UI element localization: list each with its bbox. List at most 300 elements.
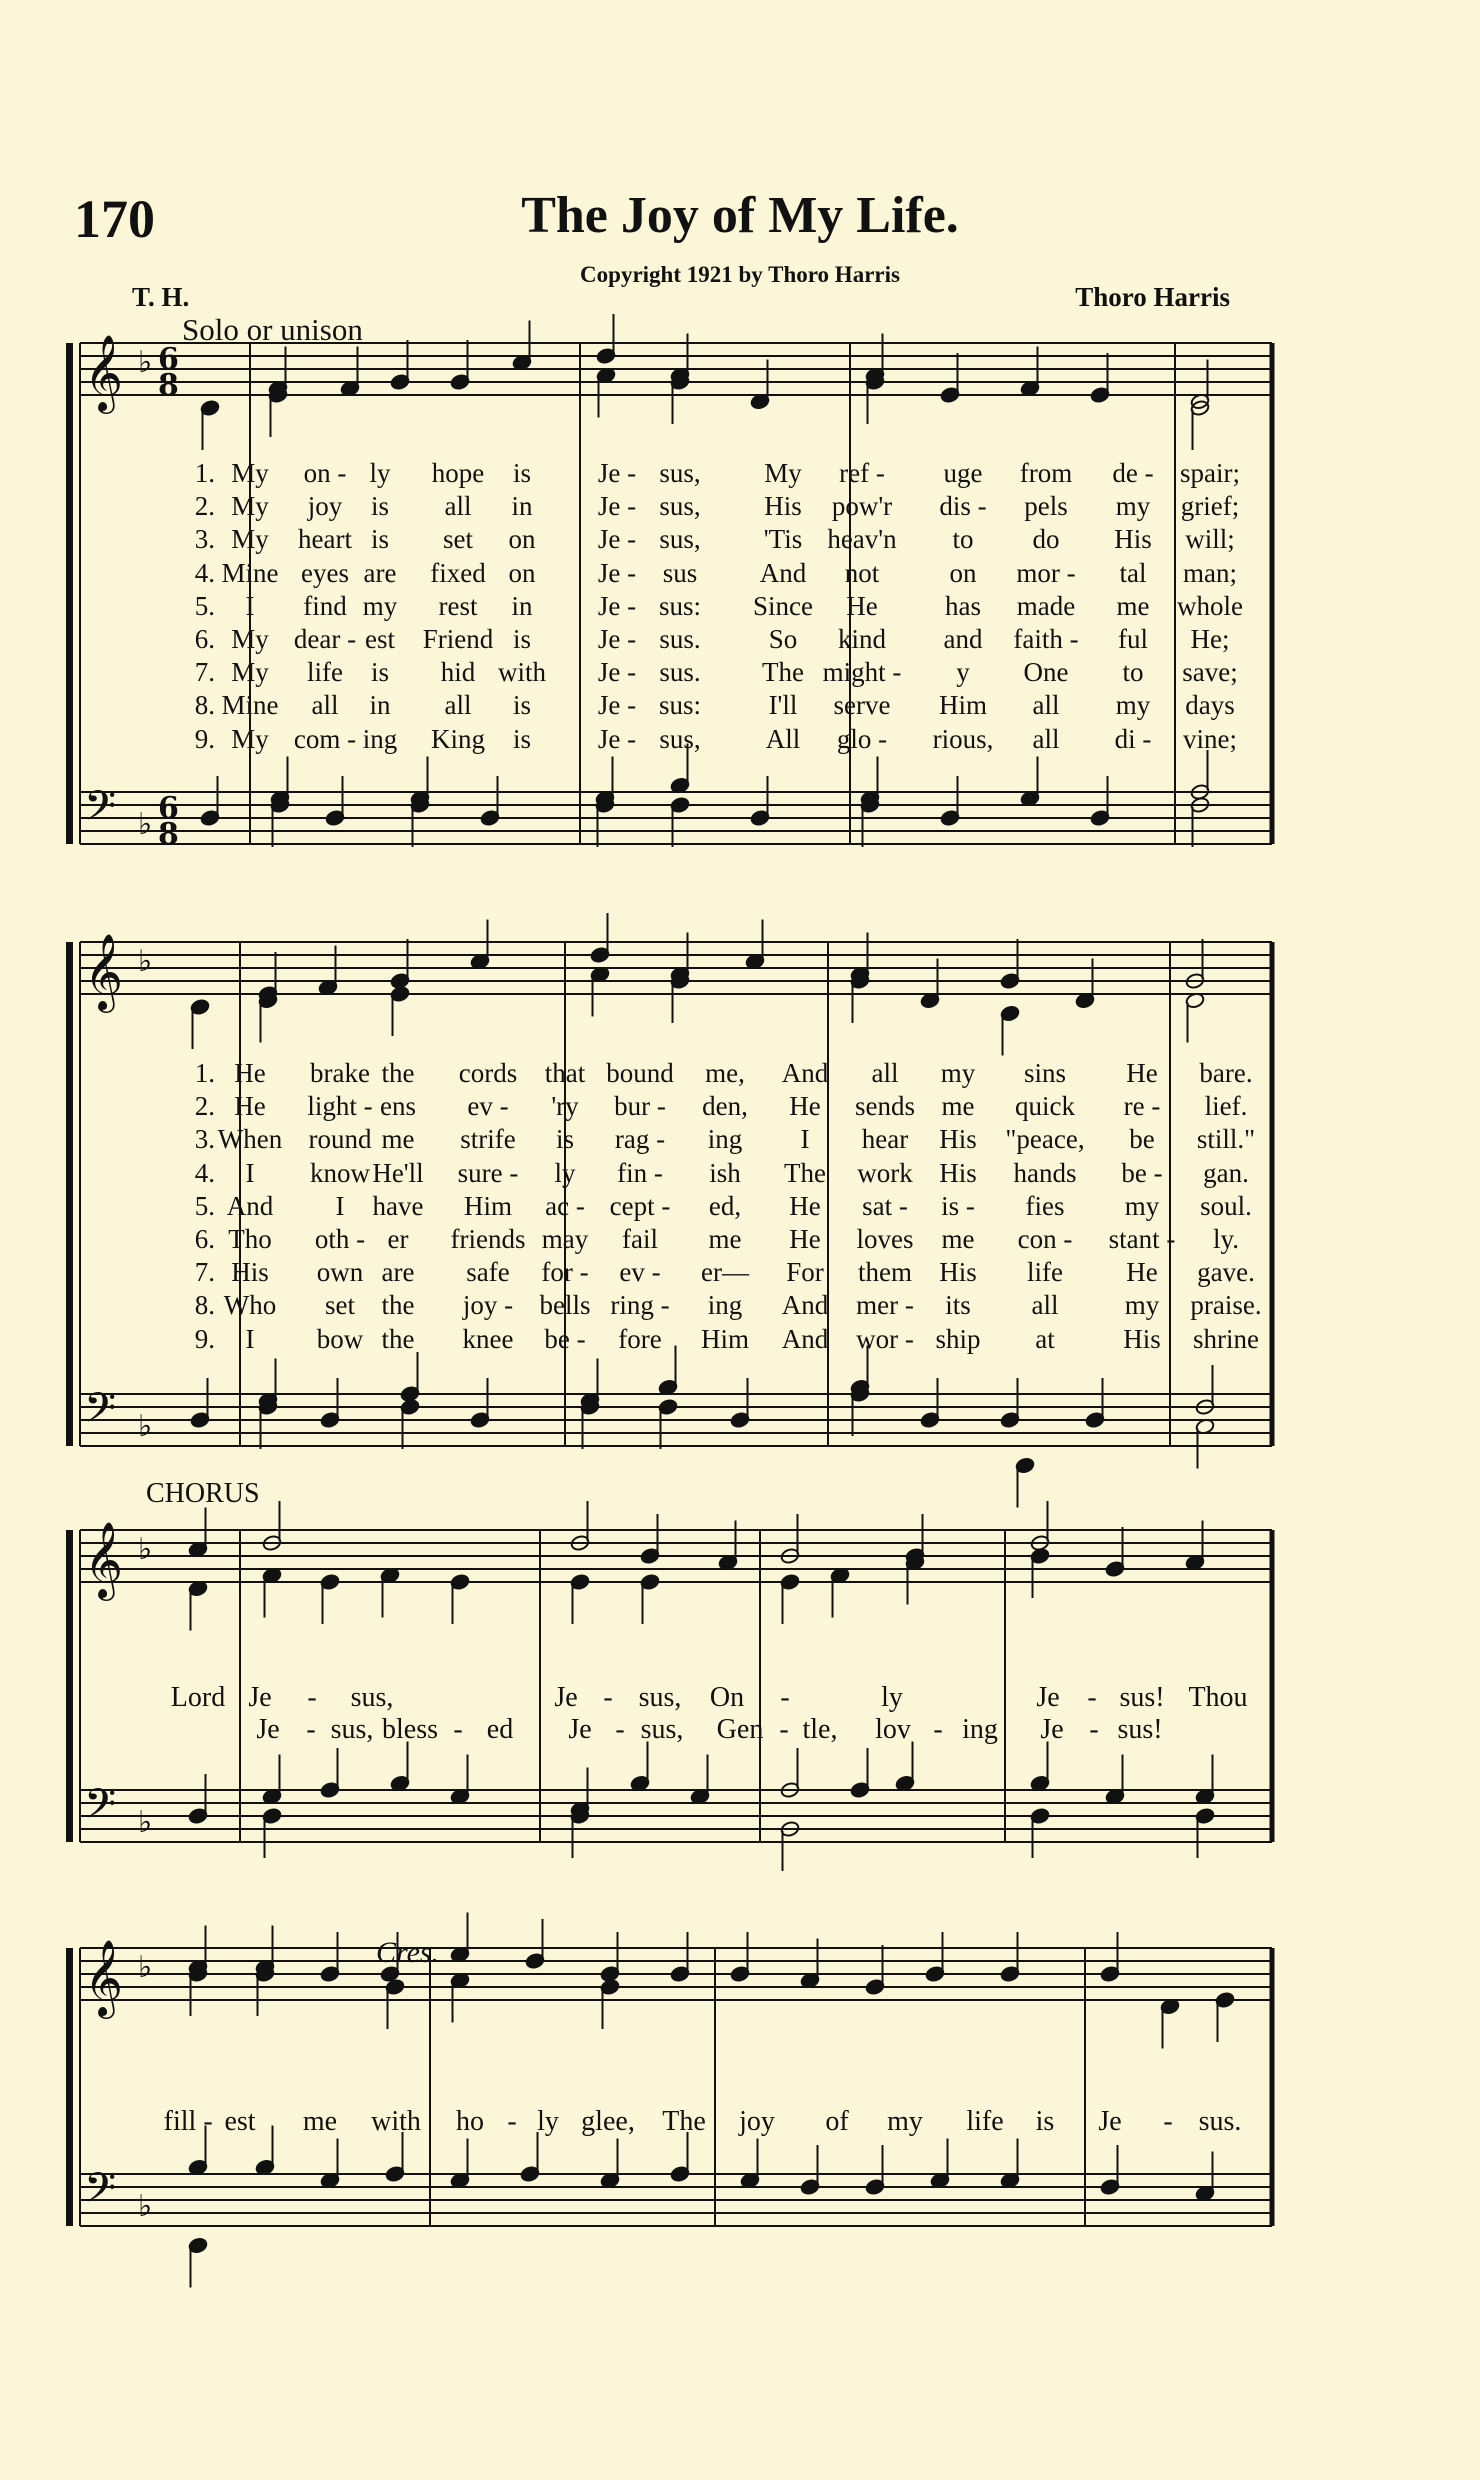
lyric-syllable: Him — [700, 1323, 750, 1354]
lyric-syllable: ev - — [467, 1091, 509, 1122]
verse-line-6 — [0, 1224, 1480, 1258]
lyric-syllable: joy — [307, 491, 343, 522]
lyric-syllable: its — [945, 1290, 971, 1321]
lyric-syllable: And — [226, 1190, 274, 1221]
lyric-syllable: ed, — [708, 1190, 742, 1221]
lyric-syllable: from — [1019, 458, 1073, 488]
lyric-syllable: in — [369, 690, 391, 721]
lyric-syllable: ing — [707, 1290, 743, 1321]
lyric-syllable: sus — [662, 557, 698, 588]
lyric-syllable: be - — [544, 1323, 586, 1354]
lyric-syllable: He — [789, 1224, 821, 1254]
lyric-syllable: dis - — [939, 491, 987, 522]
lyric-syllable: sus. — [659, 657, 701, 688]
lyric-syllable: His — [1123, 1323, 1161, 1354]
lyric-syllable: fore — [618, 1323, 662, 1354]
lyric-syllable: all — [444, 690, 472, 721]
lyric-syllable: are — [381, 1257, 415, 1288]
chorus-syllable: with — [371, 2106, 421, 2137]
lyric-syllable: gan. — [1203, 1157, 1249, 1188]
lyric-syllable: Mine — [221, 557, 279, 588]
lyric-syllable: com - — [293, 723, 357, 754]
verse-number: 2. — [194, 1091, 215, 1122]
lyric-syllable: He — [1126, 1257, 1158, 1288]
verse-line-1 — [0, 458, 1480, 492]
lyric-syllable: to — [952, 524, 974, 555]
lyric-syllable: all — [1031, 1290, 1059, 1321]
lyric-syllable: And — [781, 1323, 829, 1354]
chorus-syllable: is — [1035, 2106, 1055, 2137]
bass-clef: 𝄢 — [84, 782, 117, 840]
lyric-syllable: is — [512, 624, 532, 654]
lyric-syllable: Je - — [597, 690, 637, 721]
lyric-syllable: still." — [1196, 1124, 1256, 1155]
lyric-syllable: me — [1116, 590, 1150, 621]
lyric-syllable: is — [512, 458, 532, 488]
verse-line-3 — [0, 524, 1480, 558]
verse-number: 4. — [194, 557, 215, 588]
lyric-syllable: the — [381, 1058, 415, 1088]
lyric-syllable: man; — [1183, 557, 1237, 588]
lyric-syllable: fin - — [617, 1157, 663, 1188]
lyric-syllable: cords — [458, 1058, 518, 1088]
lyric-syllable: wor - — [856, 1323, 914, 1354]
lyric-syllable: When — [217, 1124, 283, 1155]
lyric-syllable: fixed — [430, 557, 486, 588]
lyric-syllable: re - — [1123, 1091, 1161, 1122]
key-flat: ♭ — [138, 2189, 153, 2224]
bass-clef: 𝄢 — [84, 2164, 117, 2222]
verse-line-6 — [0, 624, 1480, 658]
lyric-syllable: My — [231, 458, 269, 488]
lyric-syllable: the — [381, 1290, 415, 1321]
lyric-syllable: ac - — [545, 1190, 585, 1221]
lyric-syllable: joy - — [462, 1290, 514, 1321]
lyric-syllable: "peace, — [1005, 1124, 1085, 1155]
lyric-syllable: ship — [935, 1323, 981, 1354]
key-flat: ♭ — [138, 1532, 153, 1567]
lyric-syllable: and — [943, 624, 983, 654]
performance-direction: Solo or unison — [182, 312, 363, 347]
lyric-syllable: ish — [709, 1157, 741, 1188]
lyric-syllable: His — [1114, 524, 1152, 555]
chorus-syllable: Je — [248, 1682, 272, 1713]
lyric-syllable: eyes — [301, 557, 349, 588]
verse-line-2 — [0, 491, 1480, 525]
lyric-syllable: de - — [1112, 458, 1154, 488]
lyric-syllable: Je - — [597, 458, 637, 488]
chorus-syllable: On — [709, 1682, 745, 1713]
lyric-syllable: on - — [303, 458, 347, 488]
lyric-syllable: He — [234, 1058, 266, 1088]
lyric-syllable: my — [1115, 491, 1151, 522]
lyric-syllable: And — [759, 557, 807, 588]
chorus-syllable: - — [615, 1714, 625, 1745]
lyric-syllable: all — [871, 1058, 899, 1088]
lyric-syllable: I — [245, 1157, 255, 1188]
lyric-syllable: ing — [362, 723, 398, 754]
lyric-syllable: He — [789, 1190, 821, 1221]
lyric-syllable: glo - — [836, 723, 888, 754]
key-flat: ♭ — [138, 807, 153, 842]
lyric-syllable: soul. — [1200, 1190, 1252, 1221]
lyric-syllable: strife — [460, 1124, 516, 1155]
lyric-syllable: find — [303, 590, 347, 621]
bass-clef: 𝄢 — [84, 1780, 117, 1838]
lyric-syllable: me — [381, 1124, 415, 1155]
lyric-syllable: den, — [702, 1091, 748, 1122]
verse-line-3 — [0, 1124, 1480, 1158]
lyric-syllable: my — [1124, 1190, 1160, 1221]
lyric-syllable: quick — [1015, 1091, 1075, 1122]
verse-line-4 — [0, 558, 1480, 592]
chorus-syllable: - — [306, 1714, 316, 1745]
lyric-syllable: rag - — [614, 1124, 666, 1155]
system-bracket — [66, 1948, 73, 2226]
treble-clef: 𝄞 — [84, 1521, 124, 1598]
lyric-syllable: will; — [1185, 524, 1235, 555]
lyric-syllable: Him — [463, 1190, 513, 1221]
lyric-syllable: 'ry — [551, 1091, 579, 1122]
chorus-syllable: - — [1087, 1682, 1097, 1713]
key-flat: ♭ — [138, 345, 153, 380]
verse-number: 2. — [194, 491, 215, 522]
verse-number: 9. — [194, 1323, 215, 1354]
lyric-syllable: sus: — [658, 690, 702, 721]
lyric-syllable: I — [245, 590, 255, 621]
lyric-syllable: kind — [837, 624, 887, 654]
chorus-syllable: my — [887, 2106, 923, 2137]
lyric-syllable: So — [768, 624, 798, 654]
lyric-syllable: them — [858, 1257, 912, 1288]
lyric-syllable: pow'r — [831, 491, 893, 522]
lyric-syllable: He; — [1190, 624, 1230, 654]
chorus-syllable: - — [453, 1714, 463, 1745]
lyric-syllable: King — [431, 723, 485, 754]
lyric-syllable: for - — [541, 1257, 589, 1288]
lyric-syllable: do — [1032, 524, 1060, 555]
treble-clef: 𝄞 — [84, 933, 124, 1010]
lyric-syllable: Tho — [228, 1224, 272, 1254]
verse-line-8 — [0, 1290, 1480, 1324]
chorus-syllable: me — [302, 2106, 338, 2137]
verse-number: 8. — [194, 1290, 215, 1321]
verse-number: 7. — [194, 657, 215, 688]
lyric-syllable: is — [370, 657, 390, 688]
verse-number: 3. — [194, 524, 215, 555]
lyric-syllable: stant - — [1108, 1224, 1176, 1254]
lyric-syllable: made — [1016, 590, 1076, 621]
lyric-syllable: Je - — [597, 557, 637, 588]
lyric-syllable: di - — [1114, 723, 1152, 754]
lyric-syllable: ful — [1118, 624, 1148, 654]
chorus-syllable: - — [1089, 1714, 1099, 1745]
lyric-syllable: in — [511, 491, 533, 522]
lyric-syllable: One — [1023, 657, 1069, 688]
verse-number: 6. — [194, 1224, 215, 1254]
lyric-syllable: tal — [1119, 557, 1147, 588]
lyric-syllable: Who — [223, 1290, 277, 1321]
lyric-syllable: con - — [1017, 1224, 1073, 1254]
verse-line-8 — [0, 690, 1480, 724]
lyric-syllable: Mine — [221, 690, 279, 721]
verse-number: 9. — [194, 723, 215, 754]
verse-number: 6. — [194, 624, 215, 654]
chorus-syllable: sus, — [350, 1682, 394, 1713]
lyric-syllable: cept - — [609, 1190, 671, 1221]
time-signature: 6 — [158, 342, 179, 377]
chorus-syllable: Gen — [716, 1714, 764, 1745]
lyric-syllable: is — [512, 690, 532, 721]
lyric-syllable: heav'n — [827, 524, 897, 555]
chorus-syllable: Je — [554, 1682, 578, 1713]
lyric-syllable: rious, — [932, 723, 994, 754]
lyric-syllable: life — [307, 657, 343, 688]
chorus-syllable: - — [603, 1682, 613, 1713]
chorus-syllable: bless — [382, 1714, 438, 1745]
chorus-syllable: tle, — [802, 1714, 838, 1745]
hymn-title: The Joy of My Life. — [521, 187, 959, 244]
lyric-syllable: at — [1035, 1323, 1055, 1354]
key-flat: ♭ — [138, 1805, 153, 1840]
chorus-syllable: Je — [568, 1714, 592, 1745]
key-flat: ♭ — [138, 1950, 153, 1985]
lyric-syllable: mer - — [856, 1290, 914, 1321]
lyric-syllable: Him — [938, 690, 988, 721]
lyric-syllable: my — [362, 590, 398, 621]
lyric-syllable: work — [857, 1157, 913, 1188]
lyric-syllable: Friend — [422, 624, 494, 654]
bass-clef: 𝄢 — [84, 1384, 117, 1442]
lyric-syllable: light - — [307, 1091, 373, 1122]
verse-number: 7. — [194, 1257, 215, 1288]
lyric-syllable: dear - — [293, 624, 357, 654]
lyric-syllable: Je - — [597, 657, 637, 688]
lyric-syllable: be — [1129, 1124, 1155, 1155]
lyric-syllable: to — [1122, 657, 1144, 688]
lyric-syllable: bells — [539, 1290, 591, 1321]
lyric-syllable: Since — [753, 590, 813, 621]
chorus-syllable: lov — [875, 1714, 911, 1745]
crescendo-marking: Cres. — [376, 1936, 440, 1969]
chorus-syllable: Lord — [170, 1682, 226, 1713]
chorus-syllable: ly — [537, 2106, 559, 2137]
lyric-syllable: that — [544, 1058, 586, 1088]
lyric-syllable: All — [765, 723, 801, 754]
chorus-syllable: sus! — [1119, 1682, 1165, 1713]
chorus-syllable: ly — [881, 1682, 903, 1713]
treble-clef: 𝄞 — [84, 334, 124, 411]
chorus-syllable: ed — [486, 1714, 514, 1745]
lyric-syllable: life — [1027, 1257, 1063, 1288]
lyric-syllable: whole — [1177, 590, 1243, 621]
lyric-syllable: heart — [298, 524, 352, 555]
lyric-syllable: 'Tis — [763, 524, 803, 555]
lyric-syllable: all — [311, 690, 339, 721]
lyric-syllable: round — [308, 1124, 372, 1155]
treble-clef: 𝄞 — [84, 1939, 124, 2016]
chorus-syllable: Je — [1036, 1682, 1060, 1713]
chorus-label: CHORUS — [146, 1478, 260, 1509]
chorus-syllable: ing — [962, 1714, 998, 1745]
lyric-syllable: He — [1126, 1058, 1158, 1088]
lyric-syllable: me — [941, 1224, 975, 1254]
time-signature: 8 — [158, 368, 179, 403]
lyric-syllable: hands — [1013, 1157, 1077, 1188]
lyric-syllable: mor - — [1016, 557, 1076, 588]
lyric-syllable: ly — [554, 1157, 576, 1188]
lyric-syllable: is — [370, 491, 390, 522]
chorus-syllable: sus. — [1198, 2106, 1242, 2137]
lyric-syllable: fail — [622, 1224, 658, 1254]
lyric-syllable: is — [512, 723, 532, 754]
lyric-syllable: sus, — [659, 723, 701, 754]
lyric-syllable: brake — [310, 1058, 370, 1088]
verse-number: 5. — [194, 1190, 215, 1221]
lyric-syllable: praise. — [1190, 1290, 1262, 1321]
lyric-syllable: pels — [1024, 491, 1068, 522]
chorus-syllable: Thou — [1188, 1682, 1248, 1713]
lyric-syllable: hope — [431, 458, 485, 488]
lyric-syllable: grief; — [1180, 491, 1240, 522]
chorus-syllable: Je — [1040, 1714, 1064, 1745]
lyric-syllable: sins — [1023, 1058, 1067, 1088]
composer-name: Thoro Harris — [1075, 282, 1230, 312]
lyric-syllable: may — [541, 1224, 589, 1254]
lyric-syllable: knee — [462, 1323, 514, 1354]
lyric-syllable: gave. — [1197, 1257, 1255, 1288]
lyric-syllable: serve — [833, 690, 891, 721]
verse-number: 1. — [194, 458, 215, 488]
lyric-syllable: My — [231, 657, 269, 688]
lyric-syllable: est — [365, 624, 395, 654]
lyric-syllable: Je - — [597, 524, 637, 555]
lyric-syllable: ev - — [619, 1257, 661, 1288]
lyric-syllable: my — [1115, 690, 1151, 721]
chorus-syllable: sus, — [638, 1682, 682, 1713]
lyric-syllable: save; — [1182, 657, 1238, 688]
lyric-syllable: My — [231, 723, 269, 754]
lyric-syllable: My — [231, 491, 269, 522]
lyric-syllable: set — [443, 524, 473, 555]
lyric-syllable: bare. — [1199, 1058, 1253, 1088]
lyric-syllable: ing — [707, 1124, 743, 1155]
lyric-syllable: friends — [450, 1224, 526, 1254]
copyright-notice: Copyright 1921 by Thoro Harris — [580, 262, 900, 287]
lyric-syllable: me — [941, 1091, 975, 1122]
lyric-syllable: And — [781, 1290, 829, 1321]
lyric-syllable: on — [508, 557, 536, 588]
lyric-syllable: sus: — [658, 590, 702, 621]
lyric-syllable: in — [511, 590, 533, 621]
chorus-syllable: joy — [739, 2106, 775, 2137]
lyric-syllable: faith - — [1013, 624, 1079, 654]
lyric-syllable: His — [939, 1124, 977, 1155]
lyric-syllable: sus, — [659, 458, 701, 488]
chorus-syllable: - — [307, 1682, 317, 1713]
lyric-syllable: has — [945, 590, 981, 621]
lyric-syllable: is - — [941, 1190, 975, 1221]
lyric-syllable: fies — [1025, 1190, 1065, 1221]
chorus-syllable: sus, — [640, 1714, 684, 1745]
time-signature: 6 — [158, 791, 179, 826]
lyric-syllable: is — [370, 524, 390, 555]
lyric-syllable: uge — [943, 458, 983, 488]
time-signature: 8 — [158, 817, 179, 852]
lyric-syllable: bow — [316, 1323, 364, 1354]
lyric-syllable: For — [786, 1257, 824, 1288]
lyric-syllable: on — [508, 524, 536, 555]
verse-line-2 — [0, 1091, 1480, 1125]
lyric-syllable: on — [949, 557, 977, 588]
lyric-syllable: hear — [861, 1124, 909, 1155]
chorus-syllable: - — [1163, 2106, 1173, 2137]
lyric-syllable: with — [497, 657, 547, 688]
lyric-syllable: loves — [856, 1224, 914, 1254]
verse-number: 3. — [194, 1124, 215, 1155]
lyric-syllable: Je - — [597, 491, 637, 522]
chorus-syllable: - — [780, 1682, 790, 1713]
lyric-syllable: The — [784, 1157, 826, 1188]
lyric-syllable: shrine — [1193, 1323, 1259, 1354]
verse-number: 5. — [194, 590, 215, 621]
hymn-number: 170 — [74, 189, 155, 249]
lyric-syllable: ens — [380, 1091, 416, 1122]
lyric-syllable: sus. — [659, 624, 701, 654]
lyric-syllable: have — [372, 1190, 424, 1221]
lyric-syllable: I'll — [768, 690, 798, 721]
chorus-syllable: est — [224, 2106, 256, 2137]
verse-number: 1. — [194, 1058, 215, 1088]
lyric-syllable: days — [1185, 690, 1235, 721]
lyric-syllable: My — [231, 624, 269, 654]
chorus-syllable: life — [966, 2106, 1004, 2137]
lyric-syllable: bound — [606, 1058, 674, 1088]
lyric-syllable: not — [844, 557, 880, 588]
lyricist-initials: T. H. — [132, 282, 190, 312]
verse-line-4 — [0, 1158, 1480, 1192]
lyric-syllable: y — [956, 657, 970, 688]
lyric-syllable: His — [231, 1257, 269, 1288]
lyric-syllable: all — [1032, 690, 1060, 721]
lyric-syllable: Je - — [597, 590, 637, 621]
lyric-syllable: vine; — [1183, 723, 1237, 754]
lyric-syllable: set — [325, 1290, 355, 1321]
chorus-syllable: sus! — [1117, 1714, 1163, 1745]
lyric-syllable: me, — [705, 1058, 745, 1088]
lyric-syllable: I — [335, 1190, 345, 1221]
lyric-syllable: lief. — [1204, 1091, 1248, 1122]
lyric-syllable: I — [800, 1124, 810, 1155]
lyric-syllable: sat - — [862, 1190, 908, 1221]
lyric-syllable: He — [789, 1091, 821, 1122]
lyric-syllable: hid — [440, 657, 476, 688]
verse-line-1 — [0, 1058, 1480, 1092]
lyric-syllable: ring - — [610, 1290, 670, 1321]
chorus-syllable: The — [662, 2106, 706, 2137]
key-flat: ♭ — [138, 944, 153, 979]
chorus-syllable: - — [507, 2106, 517, 2137]
lyric-syllable: His — [939, 1257, 977, 1288]
lyric-syllable: My — [764, 458, 802, 488]
lyric-syllable: He — [234, 1091, 266, 1122]
chorus-syllable: - — [203, 2106, 213, 2137]
lyric-syllable: He — [846, 590, 878, 621]
lyric-syllable: ly — [369, 458, 391, 488]
lyric-syllable: is — [555, 1124, 575, 1155]
chorus-syllable: - — [933, 1714, 943, 1745]
lyric-syllable: His — [764, 491, 802, 522]
